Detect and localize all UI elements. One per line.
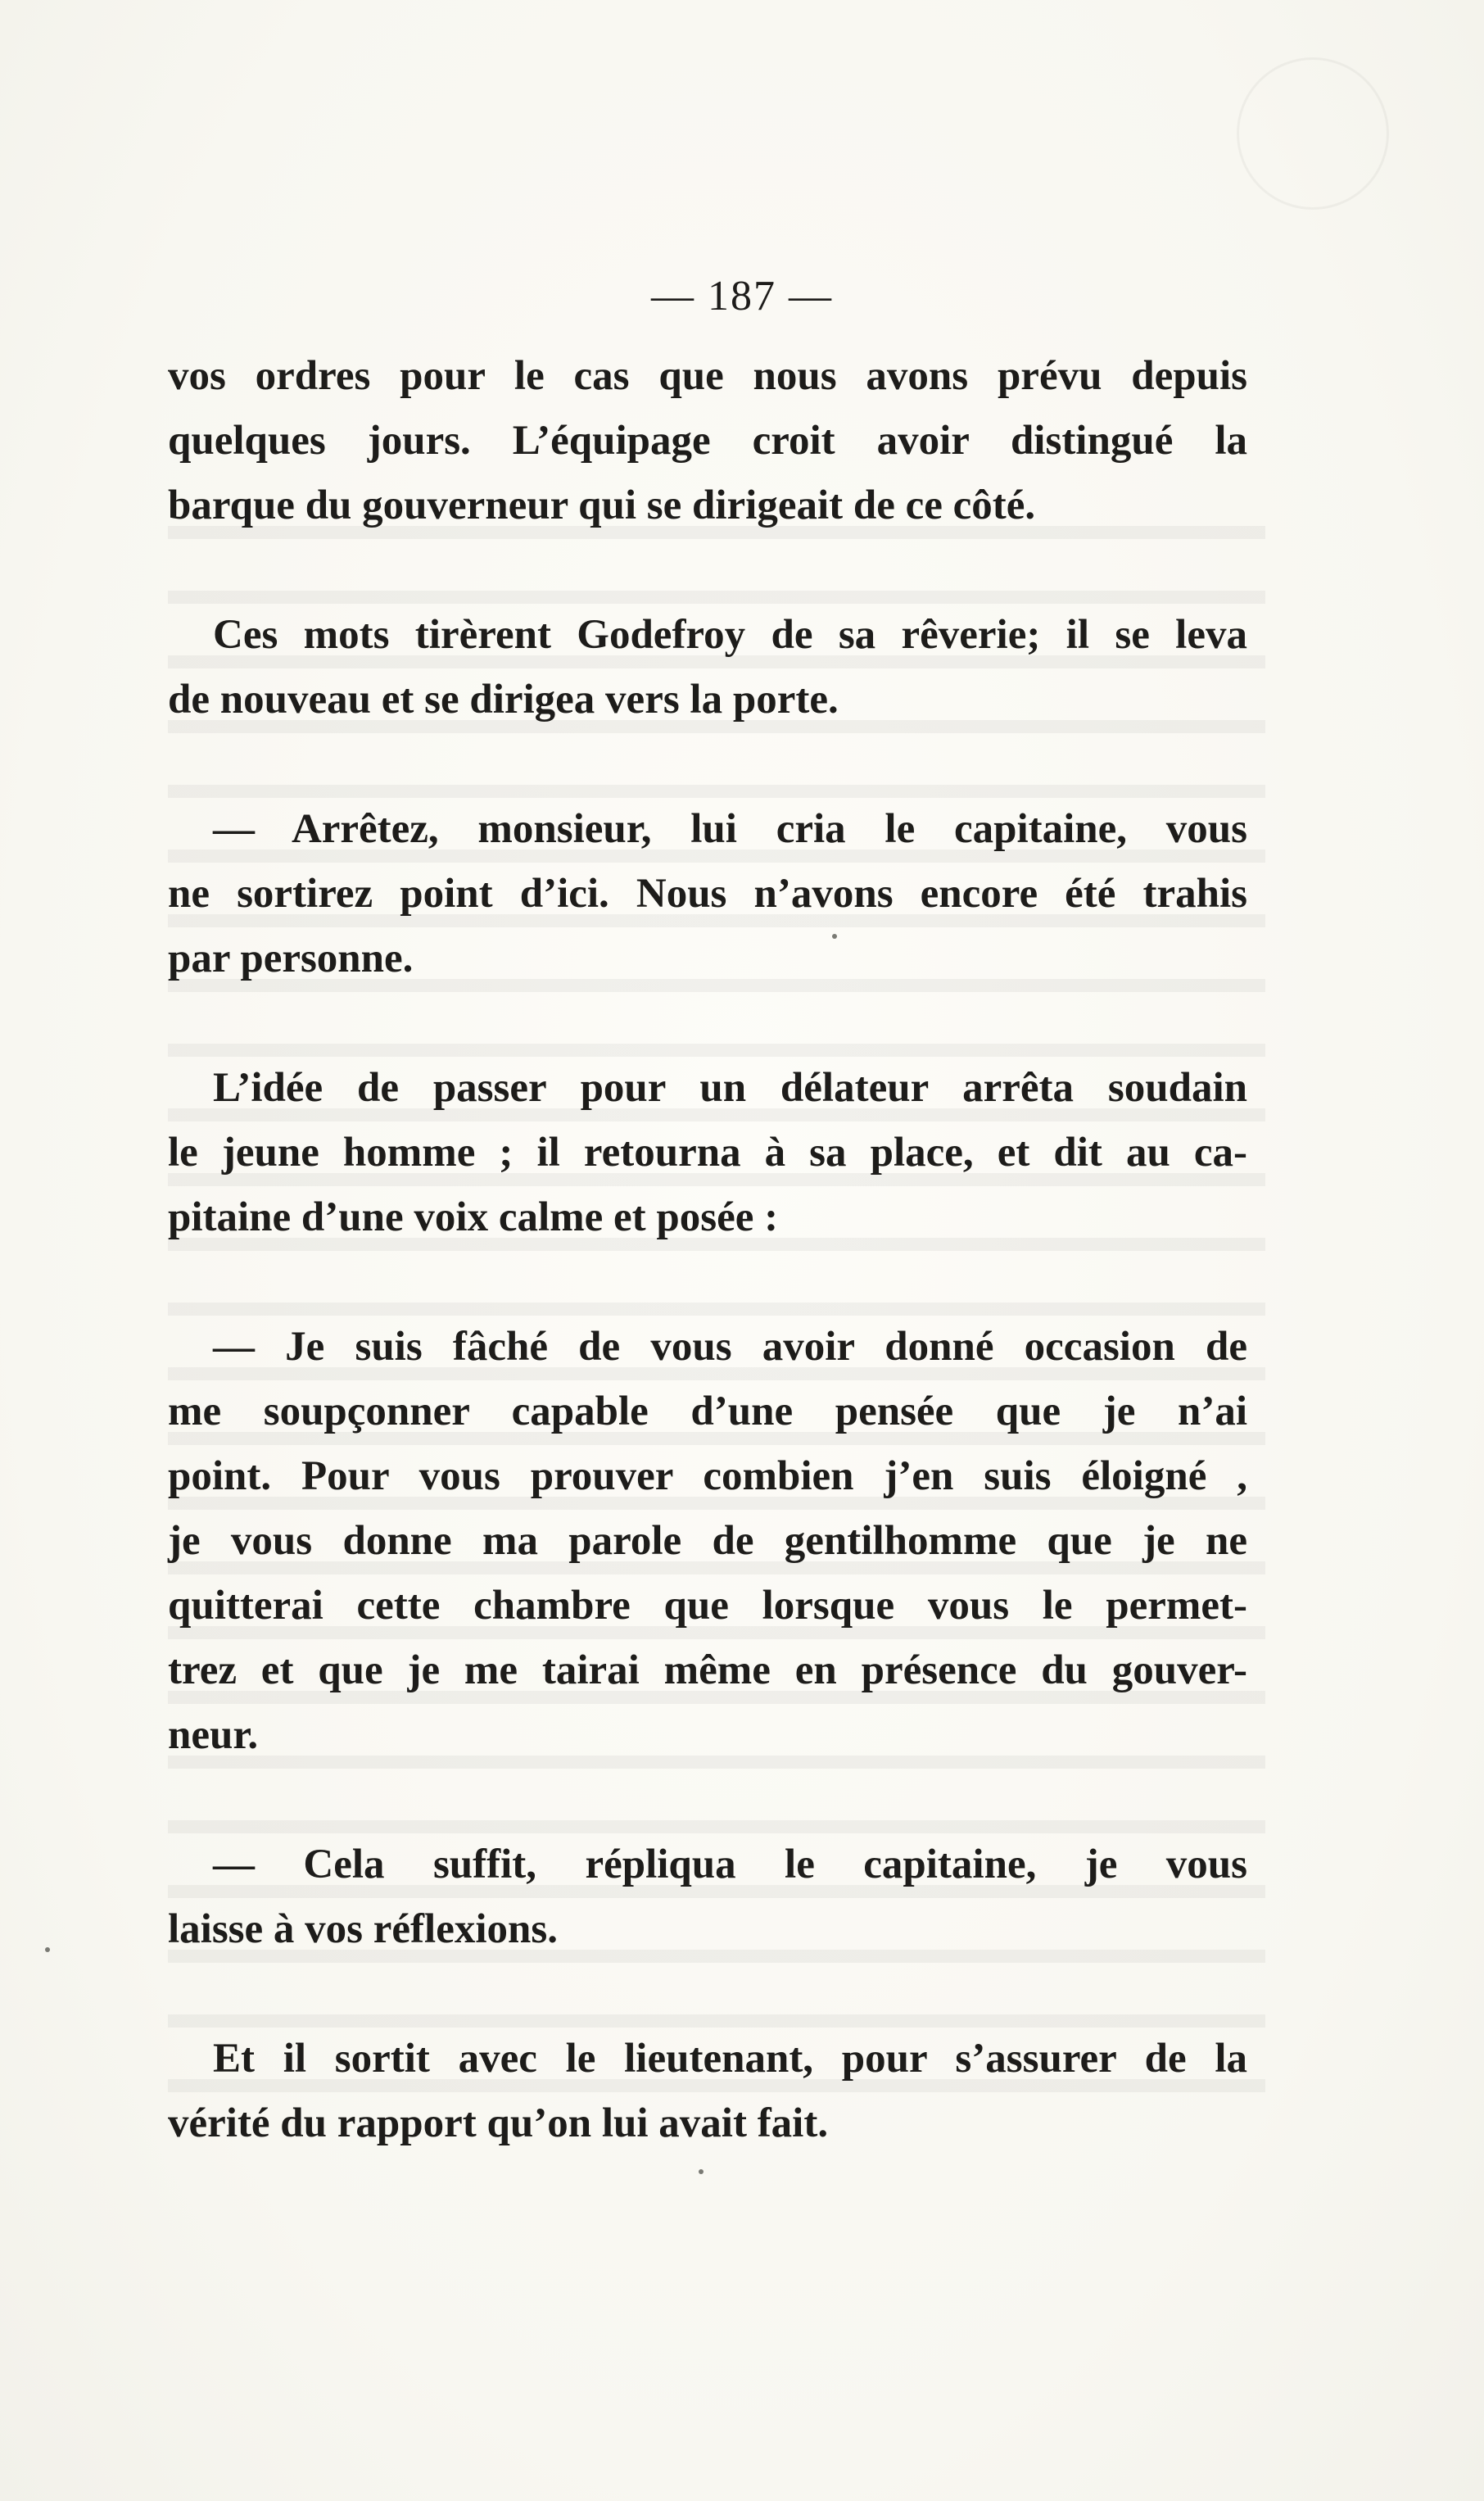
ink-speck [45,1947,50,1952]
text-line: Et il sortit avec le lieutenant, pour s’assurer de la [213,2036,1247,2082]
text-line: vos ordres pour le cas que nous avons prévu depuis [168,353,1247,399]
text-line: Ces mots tirèrent Godefroy de sa rêverie; il se leva [213,612,1247,658]
text-line: quitterai cette chambre que lorsque vous le permet- [168,1583,1247,1629]
text-line: de nouveau et se dirigea vers la porte. [168,677,839,723]
faint-stamp-mark [1237,57,1389,210]
text-line: par personne. [168,936,414,981]
paragraph-gap [168,1250,1247,1315]
text-line: pitaine d’une voix calme et posée : [168,1194,779,1240]
text-line: me soupçonner capable d’une pensée que je n’ai [168,1389,1247,1434]
paragraph [168,344,1247,538]
text-line: neur. [168,1712,259,1758]
text-line: barque du gouverneur qui se dirigeait de ce côté. [168,483,1036,528]
paragraph [168,1056,1247,1250]
paragraph-gap [168,732,1247,797]
paragraph-gap [168,1768,1247,1833]
text-line: quelques jours. L’équipage croit avoir distingué la [168,418,1247,464]
ink-speck [832,934,837,939]
paragraph-gap [168,1962,1247,2027]
text-line: point. Pour vous prouver combien j’en suis éloigné , [168,1453,1247,1499]
text-line: vérité du rapport qu’on lui avait fait. [168,2100,829,2146]
paragraph [168,1315,1247,1768]
body-text [168,344,1247,2156]
paragraph-gap [168,991,1247,1056]
text-line: laisse à vos réflexions. [168,1906,558,1952]
paragraph [168,797,1247,991]
paragraph-gap [168,538,1247,603]
text-line: le jeune homme ; il retourna à sa place, et dit au ca- [168,1130,1247,1176]
paragraph [168,1833,1247,1962]
text-line: — Arrêtez, monsieur, lui cria le capitaine, vous [213,806,1247,852]
ink-speck [699,2169,704,2174]
text-line: ne sortirez point d’ici. Nous n’avons encore été trahis [168,871,1247,917]
text-line: — Cela suffit, répliqua le capitaine, je vous [213,1842,1247,1887]
paragraph [168,603,1247,732]
paragraph [168,2027,1247,2156]
text-line: L’idée de passer pour un délateur arrêta soudain [213,1065,1247,1111]
page-number: — 187 — [651,273,833,319]
text-line: trez et que je me tairai même en présence du gouver- [168,1647,1247,1693]
text-line: je vous donne ma parole de gentilhomme que je ne [168,1518,1247,1564]
text-line: — Je suis fâché de vous avoir donné occasion de [213,1324,1247,1370]
